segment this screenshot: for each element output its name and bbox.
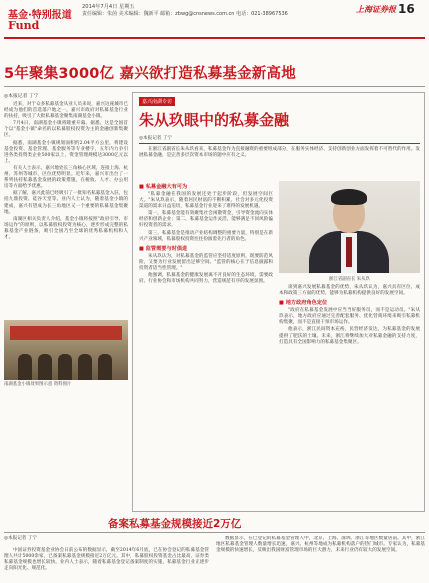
feature-paragraph: 第三，私募基金是推动产业结构调整的重要力量，特别是在新兴产业领域，私募股权投资往往扮演着先行者的角色。 — [139, 230, 273, 242]
feature-interview — [132, 92, 425, 512]
feature-byline: ◎本报记者 丁宁 — [139, 136, 173, 141]
left-article-paragraph: 7月4日，南湖基金小镇将隆重开幕。据悉，这是全国首个以"基金小镇"命名的以私募股权投资为主的金融创新集聚区。 — [4, 121, 128, 139]
section-title: 基金·特别报道 — [8, 10, 72, 21]
photo-caption: 南湖基金小镇效果图示意 资料图片 — [4, 382, 72, 387]
feature-paragraph: "私募金融在我国的发展还处于起步阶段，但发展空间巨大。"朱从玖表示，随着居民财富的不断积累，社会对多元化投资渠道的需求日益迫切，私募基金行业迎来了难得的发展机遇。 — [139, 192, 273, 210]
photo-person — [18, 354, 32, 380]
feature-paragraph: "政府在私募基金发展中应当当好服务员，而不是运动员。"朱从玖表示，地方政府应通过完善配套服务、优化营商环境来吸引私募机构集聚，而不是直接干预市场运作。 — [279, 308, 420, 326]
left-article-paragraph: 据了解，嘉兴此前已经吸引了一批知名私募基金入驻，包括九鼎投资、硅谷天堂等。业内人士认为，随着基金小镇的建成，嘉兴有望成为长三角地区又一个重要的私募基金集聚地。 — [4, 191, 128, 215]
feature-divider — [139, 143, 420, 144]
headline-divider — [4, 86, 425, 87]
portrait-photo — [279, 181, 420, 273]
issue-date: 2014年7月4日 星期五 — [82, 4, 135, 10]
editor-info: 责任编辑：朱茵 美术编辑：魏新平 邮箱：zbwg@cnsnews.com.cn 电话：021-38967536 — [82, 11, 288, 17]
bottom-article-title: 备案私募基金规模接近2万亿 — [108, 518, 242, 530]
feature-paragraph: 第一，私募基金能有效聚集社会闲散资金，引导资金流向实体经济和创新企业；第二，私募基金运作灵活，能够满足不同风险偏好投资者的需求。 — [139, 211, 273, 229]
photo-person — [78, 354, 92, 380]
main-headline: 5年聚集3000亿 嘉兴欲打造私募基金新高地 — [4, 66, 296, 82]
left-article-paragraph: 近来，对于众多私募基金从业人员来说，嘉兴这座城市已经成为他们的首选落户地之一。嘉兴市政府对私募基金行业的扶持，吸引了大批私募基金聚集南湖基金小镇。 — [4, 102, 128, 120]
feature-paragraph: 朱从玖认为，对私募基金的监管应坚持适度原则，既要防范风险，又要为行业发展留出足够空间。"监管的核心在于信息披露和投资者适当性管理。" — [139, 253, 273, 271]
feature-subhead: ■ 监管需要与时俱进 — [139, 245, 188, 252]
photo-person — [98, 354, 112, 380]
bottom-divider — [4, 532, 425, 533]
page-number: 16 — [398, 2, 415, 16]
left-article-paragraph: 据悉，南湖基金小镇规划面积约2.04平方公里，将建设基金投资、基金管理、基金服务等专业楼宇，五年内力争引进各类投资类企业500家以上，资金管理规模达3000亿元以上。 — [4, 140, 128, 164]
bottom-article-paragraph: 数据显示，在已登记的私募基金管理人中，北京、上海、深圳、浙江等地区数量居前。其中，浙江地区私募基金管理人数量增长迅速，嘉兴、杭州等地成为私募机构落户的热门城市。专家认为，私募基金规模的快速增长，反映出我国财富管理市场的巨大潜力，未来行业仍有较大的发展空间。 — [216, 536, 425, 554]
portrait-tie — [346, 237, 352, 267]
bottom-article-column-2 — [216, 536, 425, 582]
left-article-byline: ◎本报记者 丁宁 — [4, 94, 39, 99]
bottom-article-column-1 — [4, 542, 209, 582]
bottom-article-byline: ◎本报记者 丁宁 — [4, 536, 38, 541]
feature-subhead: ■ 私募金融大有可为 — [139, 184, 188, 190]
photo-person — [58, 354, 72, 380]
feature-column-2 — [279, 181, 420, 507]
feature-paragraph: 谈到嘉兴发展私募基金的优势，朱从玖认为，嘉兴具有区位、成本和政策三方面的优势，能够为私募机构提供良好的发展空间。 — [279, 285, 420, 297]
feature-subhead: ■ 地方政府角色定位 — [279, 300, 328, 307]
left-article-paragraph: 南湖区相关负责人介绍，基金小镇将按照"政府引导、市场运作"的原则，以私募股权投资为核心，逐步形成完整的私募基金产业链条，吸引全国乃至全球的优秀私募机构和人才。 — [4, 216, 128, 240]
feature-title: 朱从玖眼中的私募金融 — [139, 111, 290, 129]
feature-paragraph: 他表示，浙江民间资本充裕，民营经济发达，为私募基金的发展提供了肥沃的土壤。未来，浙江将继续加大对私募金融的支持力度，打造具有全国影响力的私募基金集聚区。 — [279, 327, 420, 345]
portrait-caption: 浙江省副省长 朱从玖 — [329, 277, 370, 282]
left-article — [4, 92, 128, 526]
left-article-paragraph: 有关人士表示，嘉兴地处长三角核心区域，连接上海、杭州、苏州等城市，区位优势明显。近年来，嘉兴市出台了一系列扶持私募基金发展的政策措施，在税收、人才、办公用房等方面给予优惠。 — [4, 165, 128, 190]
event-photo — [4, 320, 128, 380]
bottom-article-paragraph: 中国证券投资基金业协会日前公布的数据显示，截至2014年6月底，已在协会登记的私募基金管理人共计5000余家，已备案私募基金规模接近2万亿元。其中，私募股权投资基金占比最高，证券类私募基金规模也增长较快。业内人士表示，随着私募基金登记备案制度的实施，私募基金行业正逐步走向阳光化、规范化。 — [4, 548, 209, 572]
section-brand — [4, 4, 72, 34]
feature-lead: 在浙江省副省长朱从玖看来，私募基金作为直接融资的重要组成部分，在服务实体经济、支持创新创业方面发挥着不可替代的作用。发展私募金融，是完善多层次资本市场的题中应有之义。 — [139, 147, 420, 159]
feature-tag: 嘉兴南湖专访 — [139, 97, 175, 106]
feature-paragraph: 他强调，私募基金的健康发展离不开良好的生态环境，需要政府、行业协会和市场机构共同努力，营造规范有序的发展氛围。 — [139, 273, 273, 285]
feature-column-1 — [139, 181, 273, 507]
portrait-hair — [331, 189, 367, 205]
photo-banner — [10, 326, 122, 340]
page-header — [0, 0, 429, 58]
photo-person — [38, 354, 52, 380]
section-subtitle: Fund — [8, 19, 40, 32]
header-divider — [4, 37, 425, 39]
newspaper-logo: 上海证券报 — [356, 4, 396, 14]
